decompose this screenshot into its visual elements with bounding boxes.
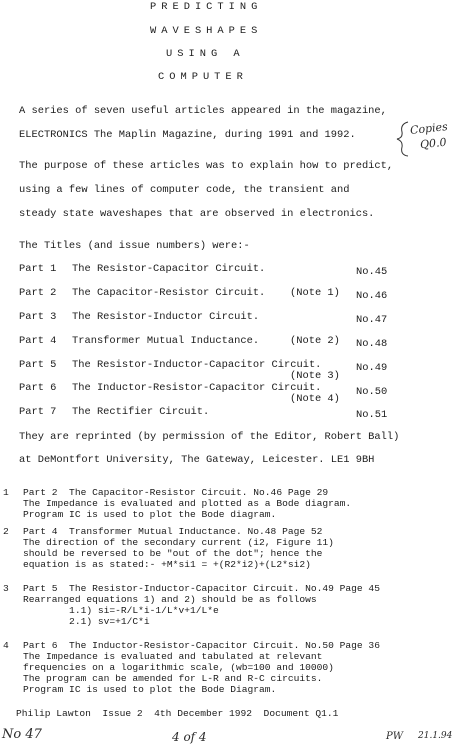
handwritten-date: 21.1.94 xyxy=(418,731,453,741)
note-line: frequencies on a logarithmic scale, (wb=100 and 10000) xyxy=(23,662,334,673)
part-issue: No.48 xyxy=(356,338,388,350)
part-issue: No.47 xyxy=(356,314,388,326)
part-label: Part 1 xyxy=(19,263,57,275)
part-title: The Resistor-Capacitor Circuit. xyxy=(72,263,266,275)
intro-line-2: ELECTRONICS The Maplin Magazine, during 1991 and 1992. xyxy=(19,129,356,141)
note-line: 1.1) si=-R/L*i-1/L*v+1/L*e xyxy=(23,605,219,616)
part-note: (Note 2) xyxy=(290,335,340,347)
note-line: Program IC is used to plot the Bode Diagram. xyxy=(23,684,277,695)
note-number: 2 xyxy=(3,526,9,537)
intro-line-1: A series of seven useful articles appeared in the magazine, xyxy=(19,105,387,117)
part-title: The Capacitor-Resistor Circuit. xyxy=(72,287,266,299)
part-label: Part 3 xyxy=(19,311,57,323)
titles-header: The Titles (and issue numbers) were:- xyxy=(19,240,250,252)
handwritten-page: 4 of 4 xyxy=(172,730,207,744)
part-issue: No.46 xyxy=(356,290,388,302)
note-line: Part 6 The Inductor-Resistor-Capacitor Circuit. No.50 Page 36 xyxy=(23,640,380,651)
part-label: Part 2 xyxy=(19,287,57,299)
note-line: Program IC is used to plot the Bode diagram. xyxy=(23,509,277,520)
note-line: Part 4 Transformer Mutual Inductance. No.48 Page 52 xyxy=(23,526,323,537)
reprint-line-2: at DeMontfort University, The Gateway, Leicester. LE1 9BH xyxy=(19,454,375,466)
note-line: The Impedance is evaluated and tabulated at relevant xyxy=(23,651,323,662)
handwritten-initials: PW xyxy=(386,731,404,742)
part-issue: No.45 xyxy=(356,266,388,278)
handwritten-copies: Copies xyxy=(409,120,449,137)
note-line: The program can be amended for L-R and R-C circuits. xyxy=(23,673,323,684)
note-number: 1 xyxy=(3,487,9,498)
part-label: Part 7 xyxy=(19,406,57,418)
title-line-1: PREDICTING xyxy=(150,1,263,13)
note-number: 3 xyxy=(3,583,9,594)
part-title: The Inductor-Resistor-Capacitor Circuit. xyxy=(72,382,322,394)
part-title: The Resistor-Inductor Circuit. xyxy=(72,311,260,323)
title-line-3: USING A xyxy=(166,48,245,60)
footer: Philip Lawton Issue 2 4th December 1992 Document Q1.1 xyxy=(16,708,339,719)
note-line: Part 2 The Capacitor-Resistor Circuit. No.46 Page 29 xyxy=(23,487,329,498)
part-title: Transformer Mutual Inductance. xyxy=(72,335,260,347)
part-label: Part 5 xyxy=(19,359,57,371)
note-number: 4 xyxy=(3,640,9,651)
purpose-line-1: The purpose of these articles was to explain how to predict, xyxy=(19,160,394,172)
title-line-4: COMPUTER xyxy=(158,71,248,83)
handwritten-number: No 47 xyxy=(2,727,42,742)
note-line: The Impedance is evaluated and plotted as a Bode diagram. xyxy=(23,498,352,509)
note-line: Rearranged equations 1) and 2) should be as follows xyxy=(23,594,317,605)
part-note: (Note 3) xyxy=(290,370,340,382)
part-issue: No.50 xyxy=(356,386,388,398)
note-line: should be reversed to be "out of the dot"; hence the xyxy=(23,548,323,559)
part-note: (Note 1) xyxy=(290,287,340,299)
note-line: Part 5 The Resistor-Inductor-Capacitor Circuit. No.49 Page 45 xyxy=(23,583,380,594)
part-title: The Resistor-Inductor-Capacitor Circuit. xyxy=(72,359,322,371)
part-note: (Note 4) xyxy=(290,393,340,405)
purpose-line-2: using a few lines of computer code, the transient and xyxy=(19,184,350,196)
note-line: The direction of the secondary current (i2, Figure 11) xyxy=(23,537,334,548)
part-label: Part 6 xyxy=(19,382,57,394)
part-title: The Rectifier Circuit. xyxy=(72,406,210,418)
part-issue: No.51 xyxy=(356,409,388,421)
handwritten-copies-code: Q0.0 xyxy=(419,135,448,152)
purpose-line-3: steady state waveshapes that are observed in electronics. xyxy=(19,208,375,220)
part-label: Part 4 xyxy=(19,335,57,347)
note-line: 2.1) sv=+1/C*i xyxy=(23,616,150,627)
part-issue: No.49 xyxy=(356,362,388,374)
reprint-line-1: They are reprinted (by permission of the Editor, Robert Ball) xyxy=(19,431,400,443)
note-line: equation is as stated:- +M*si1 = +(R2*i2)+(L2*si2) xyxy=(23,559,311,570)
title-line-2: WAVESHAPES xyxy=(150,25,263,37)
